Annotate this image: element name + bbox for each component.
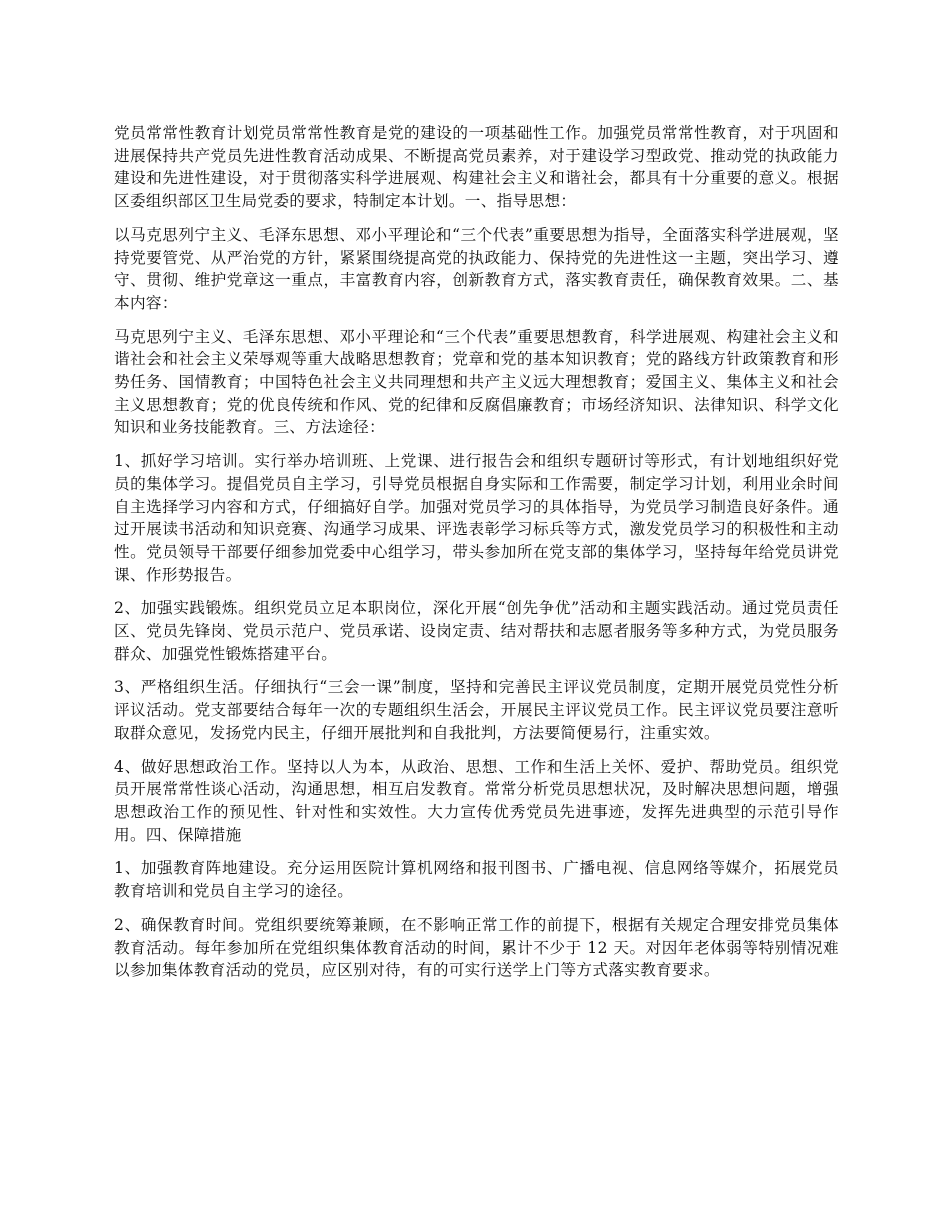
paragraph-practice: 2、加强实践锻炼。组织党员立足本职岗位，深化开展“创先争优”活动和主题实践活动。通过党员责任区、党员先锋岗、党员示范户、党员承诺、设岗定责、结对帮扶和志愿者服务等多种方式，为党员服务群众、加强党性锻炼搭建平台。 [114, 599, 839, 663]
paragraph-ideological-work: 4、做好思想政治工作。坚持以人为本，从政治、思想、工作和生活上关怀、爱护、帮助党员。组织党员开展常常性谈心活动，沟通思想，相互启发教育。常常分析党员思想状况，及时解决思想问题，增强思想政治工作的预见性、针对性和实效性。大力宣传优秀党员先进事迹，发挥先进典型的示范引导作用。四、保障措施 [114, 757, 839, 844]
paragraph-guiding-thought: 以马克思列宁主义、毛泽东思想、邓小平理论和“三个代表”重要思想为指导，全面落实科学进展观，坚持党要管党、从严治党的方针，紧紧围绕提高党的执政能力、保持党的先进性这一主题，突出学习、遵守、贯彻、维护党章这一重点，丰富教育内容，创新教育方式，落实教育责任，确保教育效果。二、基本内容： [114, 225, 839, 312]
paragraph-basic-content: 马克思列宁主义、毛泽东思想、邓小平理论和“三个代表”重要思想教育，科学进展观、构建社会主义和谐社会和社会主义荣辱观等重大战略思想教育；党章和党的基本知识教育；党的路线方针政策教育和形势任务、国情教育；中国特色社会主义共同理想和共产主义远大理想教育；爱国主义、集体主义和社会主义思想教育；党的优良传统和作风、党的纪律和反腐倡廉教育；市场经济知识、法律知识、科学文化知识和业务技能教育。三、方法途径： [114, 327, 839, 437]
paragraph-study-training: 1、抓好学习培训。实行举办培训班、上党课、进行报告会和组织专题研讨等形式，有计划地组织好党员的集体学习。提倡党员自主学习，引导党员根据自身实际和工作需要，制定学习计划，利用业余时间自主选择学习内容和方式，仔细搞好自学。加强对党员学习的具体指导，为党员学习制造良好条件。通过开展读书活动和知识竞赛、沟通学习成果、评选表彰学习标兵等方式，激发党员学习的积极性和主动性。党员领导干部要仔细参加党委中心组学习，带头参加所在党支部的集体学习，坚持每年给党员讲党课、作形势报告。 [114, 452, 839, 584]
paragraph-education-time: 2、确保教育时间。党组织要统筹兼顾，在不影响正常工作的前提下，根据有关规定合理安排党员集体教育活动。每年参加所在党组织集体教育活动的时间，累计不少于 12 天。对因年老体弱等特别情况难以参加集体教育活动的党员，应区别对待，有的可实行送学上门等方式落实教育要求。 [114, 915, 839, 980]
paragraph-intro: 党员常常性教育计划党员常常性教育是党的建设的一项基础性工作。加强党员常常性教育，对于巩固和进展保持共产党员先进性教育活动成果、不断提高党员素养，对于建设学习型政党、推动党的执政能力建设和先进性建设，对于贯彻落实科学进展观、构建社会主义和谐社会，都具有十分重要的意义。根据区委组织部区卫生局党委的要求，特制定本计划。一、指导思想： [114, 124, 839, 211]
document-body [114, 122, 839, 993]
paragraph-organization-life: 3、严格组织生活。仔细执行“三会一课”制度，坚持和完善民主评议党员制度，定期开展党员党性分析评议活动。党支部要结合每年一次的专题组织生活会，开展民主评议党员工作。民主评议党员要注意听取群众意见，发扬党内民主，仔细开展批判和自我批判，方法要简便易行，注重实效。 [114, 678, 839, 742]
paragraph-education-base: 1、加强教育阵地建设。充分运用医院计算机网络和报刊图书、广播电视、信息网络等媒介，拓展党员教育培训和党员自主学习的途径。 [114, 859, 839, 901]
